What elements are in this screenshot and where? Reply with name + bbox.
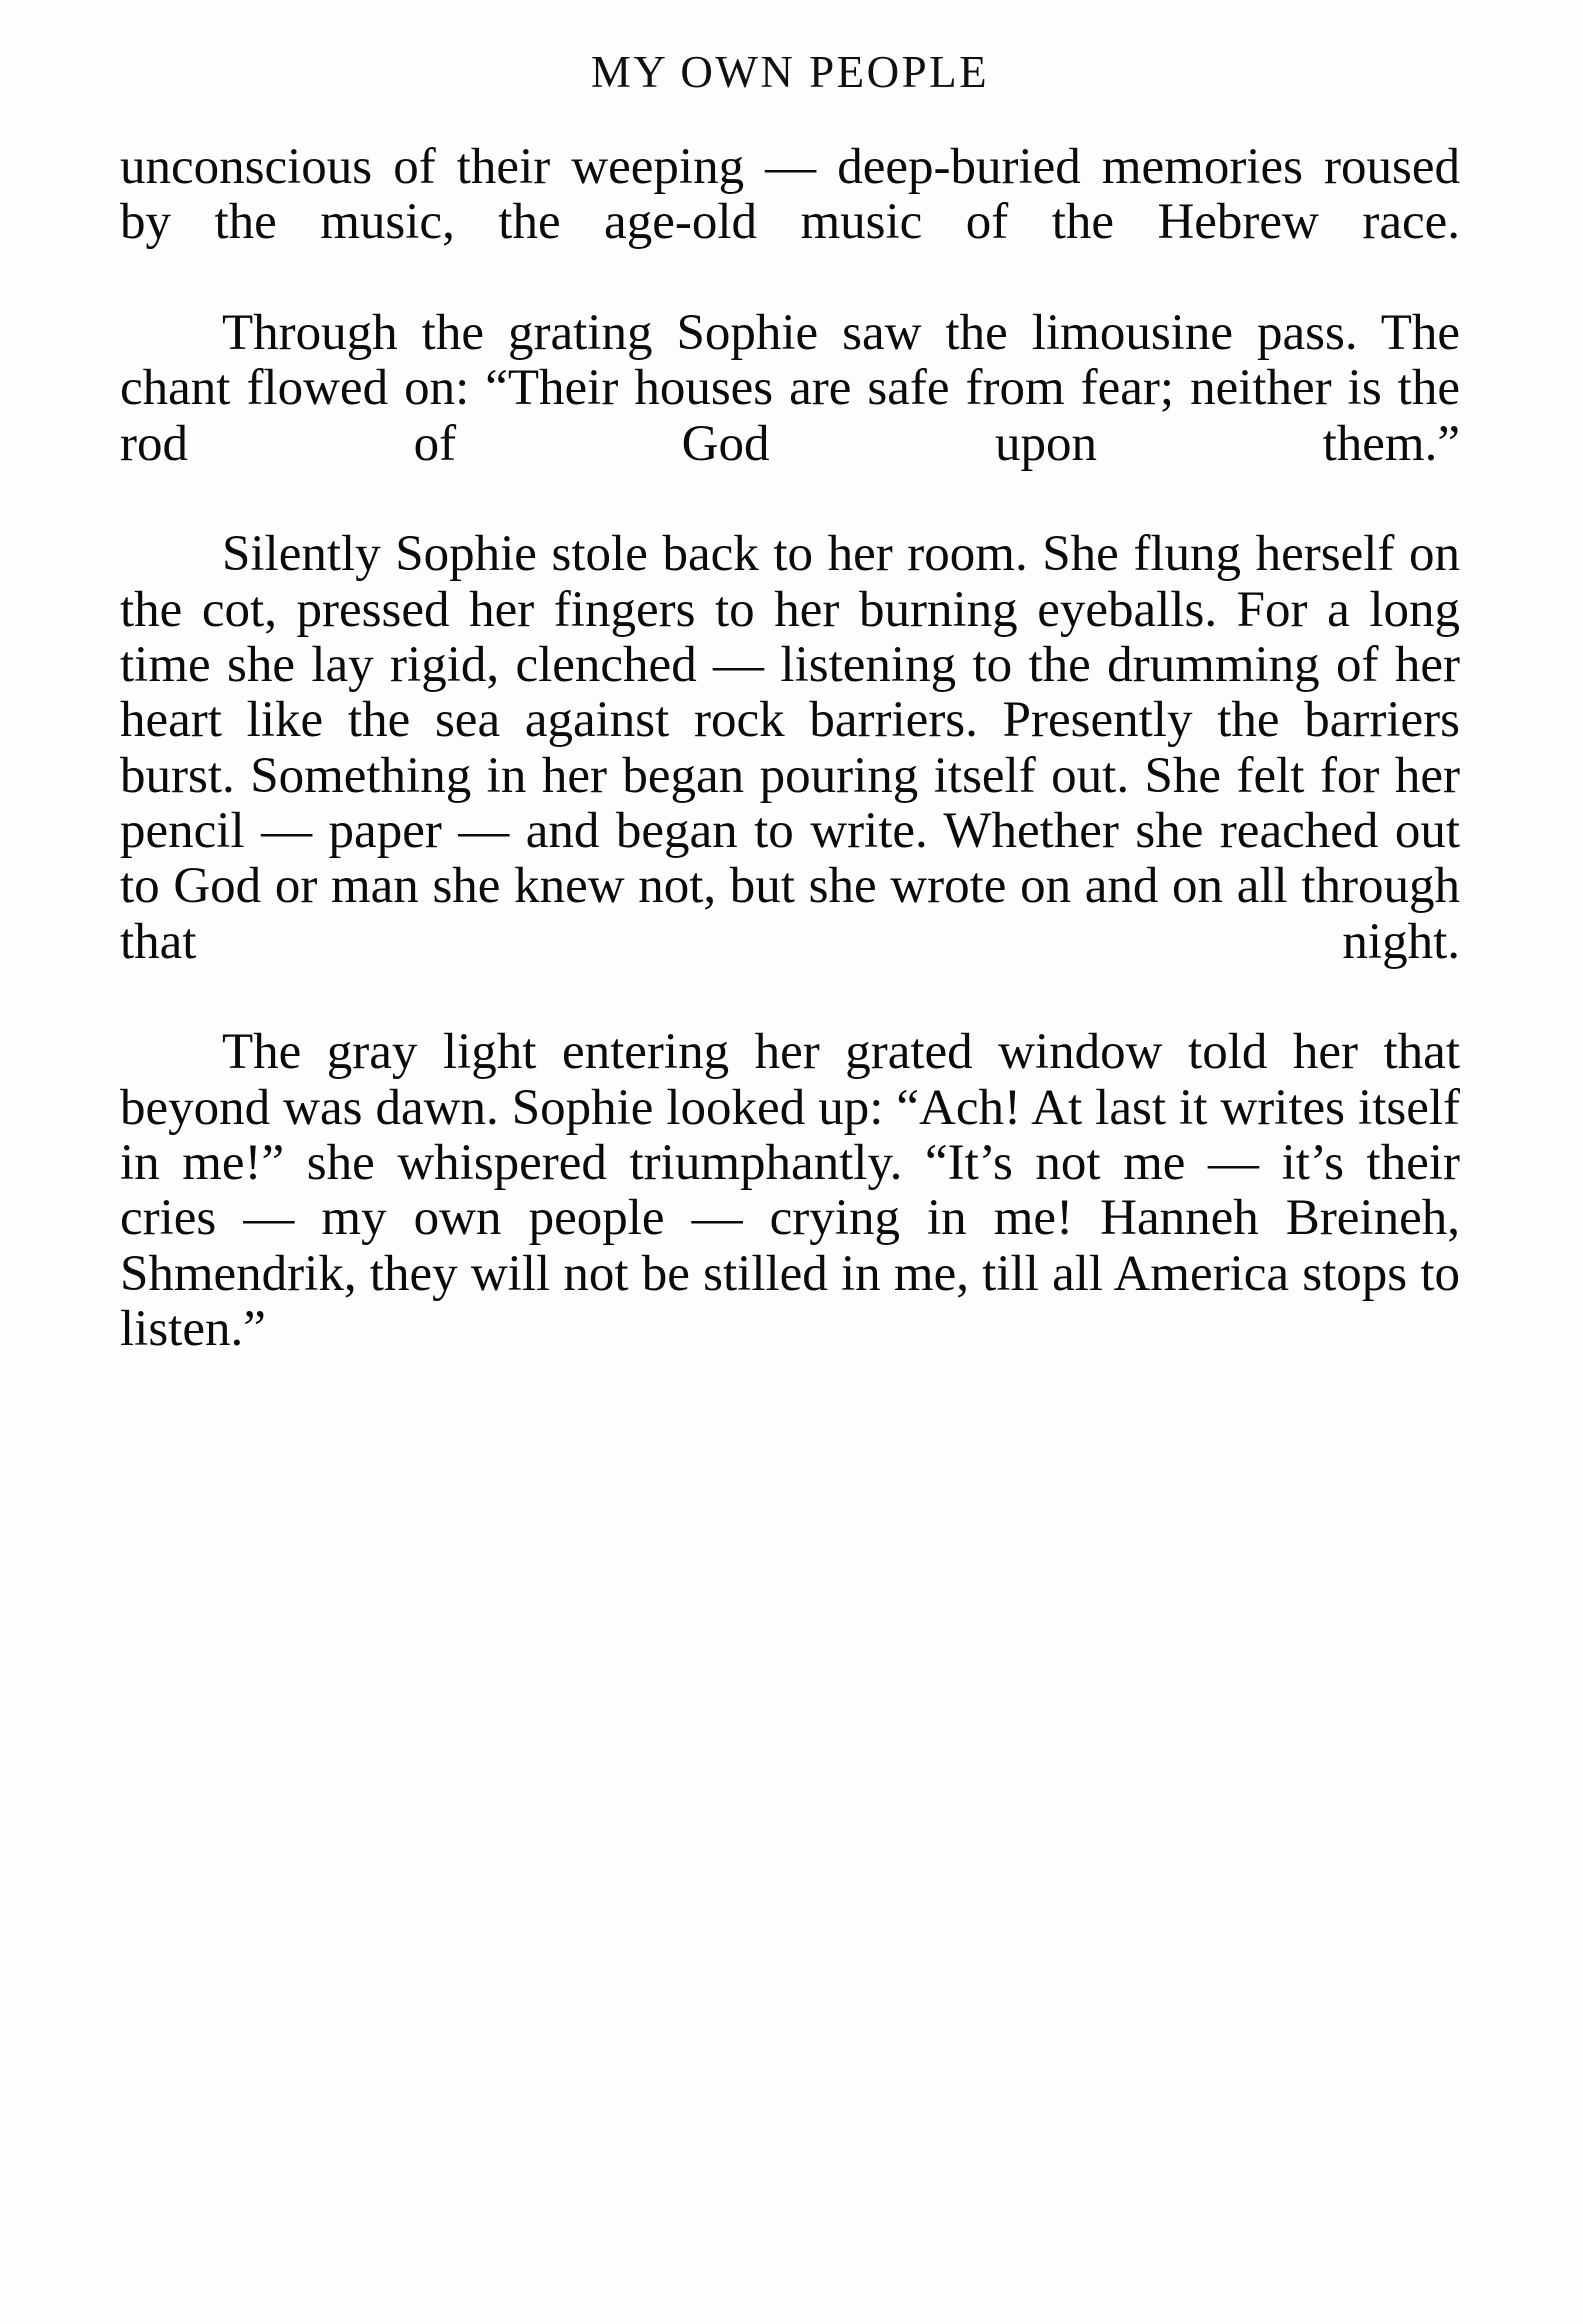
running-head: MY OWN PEOPLE bbox=[590, 47, 990, 97]
paragraph: The gray light entering her grated window told her that beyond was dawn. Sophie looked up: “Ach! At last it writes itself in me!” she whispered triumphantly. “It’s not me — it’s their cries — my own people — crying in me! Hanneh Breineh, Shmendrik, they will not be stilled in me, till all America stops to listen.” bbox=[120, 1024, 1460, 1357]
body-text bbox=[120, 140, 1460, 1357]
paragraph: Through the grating Sophie saw the limousine pass. The chant flowed on: “Their houses are safe from fear; neither is the rod of God upon them.” bbox=[120, 304, 1460, 472]
paragraph: unconscious of their weeping — deep-buried memories roused by the music, the age-old music of the Hebrew race. bbox=[120, 139, 1460, 251]
page-text-block bbox=[120, 46, 1460, 1357]
paragraph: Silently Sophie stole back to her room. She flung herself on the cot, pressed her fingers to her burning eyeballs. For a long time she lay rigid, clenched — listening to the drumming of her heart like the sea against rock barriers. Presently the barriers burst. Something in her began pouring itself out. She felt for her pencil — paper — and began to write. Whether she reached out to God or man she knew not, but she wrote on and on all through that night. bbox=[120, 526, 1460, 970]
